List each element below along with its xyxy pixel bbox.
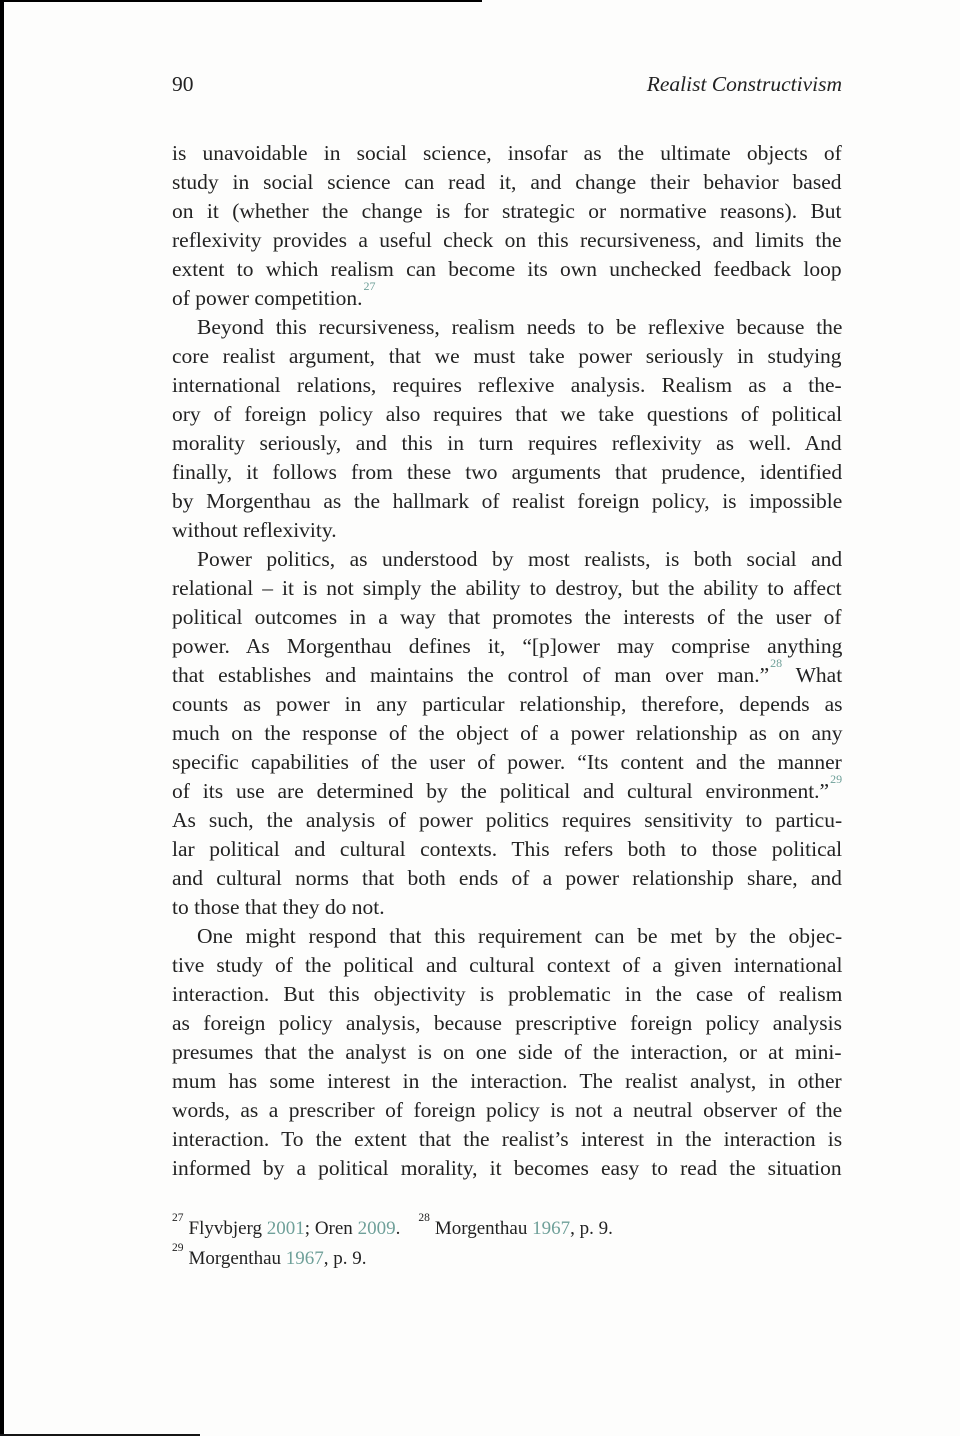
body-line — [172, 313, 842, 342]
text-segment: core realist argument, that we must take power seriously in studying — [172, 344, 842, 368]
body-line — [172, 922, 842, 951]
body-line — [172, 458, 842, 487]
text-segment: mum has some interest in the interaction. The realist analyst, in other — [172, 1069, 842, 1093]
text-segment: on it (whether the change is for strategic or normative reasons). But — [172, 199, 842, 223]
body-line — [172, 516, 842, 545]
text-segment: study in social science can read it, and change their behavior based — [172, 170, 842, 194]
text-segment: Beyond this recursiveness, realism needs to be reflexive because the — [197, 315, 843, 339]
body-line — [172, 197, 842, 226]
text-segment: reflexivity provides a useful check on this recursiveness, and limits the — [172, 228, 842, 252]
text-segment: of its use are determined by the political and cultural environment.” — [172, 779, 830, 803]
body-line — [172, 603, 842, 632]
text-segment: extent to which realism can become its own unchecked feedback loop — [172, 257, 842, 281]
body-line — [172, 951, 842, 980]
text-segment: Morgenthau — [188, 1248, 286, 1269]
text-segment: ; Oren — [304, 1218, 358, 1239]
text-segment: is unavoidable in social science, insofar as the ultimate objects of — [172, 141, 842, 165]
footnotes — [172, 1211, 842, 1274]
text-segment: power. As Morgenthau defines it, “[p]ower may comprise anything — [172, 634, 843, 658]
text-segment: much on the response of the object of a power relationship as on any — [172, 721, 843, 745]
citation-link-2009[interactable]: 2009 — [357, 1218, 396, 1239]
body-line — [172, 632, 842, 661]
footnote-line — [172, 1241, 842, 1274]
body-line — [172, 139, 842, 168]
footnote-marker-28: 28 — [418, 1211, 430, 1224]
citation-link-2001[interactable]: 2001 — [266, 1218, 305, 1239]
text-segment: as foreign policy analysis, because prescriptive foreign policy analysis — [172, 1011, 842, 1035]
text-segment: informed by a political morality, it becomes easy to read the situation — [172, 1156, 842, 1180]
text-segment: that establishes and maintains the control of man over man.” — [172, 663, 770, 687]
body-line — [172, 371, 842, 400]
text-segment: interaction. To the extent that the realist’s interest in the interaction is — [172, 1127, 843, 1151]
text-segment: presumes that the analyst is on one side of the interaction, or at mini- — [172, 1040, 842, 1064]
text-segment: of power competition. — [172, 286, 363, 310]
scan-edge-left — [0, 0, 4, 1436]
body-line — [172, 487, 842, 516]
text-segment: Power politics, as understood by most realists, is both social and — [197, 547, 843, 571]
text-segment: , p. 9. — [570, 1218, 613, 1239]
text-segment: political outcomes in a way that promotes the interests of the user of — [172, 605, 842, 629]
body-line — [172, 1096, 842, 1125]
body-line — [172, 545, 842, 574]
text-segment: , p. 9. — [323, 1248, 367, 1269]
text-segment: . — [395, 1218, 401, 1239]
footnote-ref-29[interactable]: 29 — [830, 771, 843, 786]
body-line — [172, 1067, 842, 1096]
running-title: Realist Constructivism — [646, 72, 842, 96]
body-line — [172, 342, 842, 371]
text-segment: morality seriously, and this in turn requires reflexivity as well. And — [172, 431, 842, 455]
body-line — [172, 748, 842, 777]
body-line — [172, 893, 842, 922]
body-line — [172, 429, 842, 458]
body-line — [172, 574, 842, 603]
body-line — [172, 864, 842, 893]
footnote-ref-27[interactable]: 27 — [363, 278, 376, 293]
citation-link-1967[interactable]: 1967 — [532, 1218, 571, 1239]
body-line — [172, 168, 842, 197]
text-segment: counts as power in any particular relationship, therefore, depends as — [172, 692, 843, 716]
footnote-marker-27: 27 — [172, 1211, 184, 1224]
text-segment: As such, the analysis of power politics requires sensitivity to particu- — [172, 808, 843, 832]
body-line — [172, 771, 843, 806]
citation-link-1967[interactable]: 1967 — [285, 1248, 324, 1269]
footnote-ref-28[interactable]: 28 — [770, 655, 783, 670]
body-line — [172, 1009, 842, 1038]
body-line — [172, 1038, 842, 1067]
text-segment: ory of foreign policy also requires that we take questions of political — [172, 402, 843, 426]
body-line — [172, 806, 842, 835]
text-segment: Flyvbjerg — [188, 1218, 267, 1239]
body-line — [172, 719, 842, 748]
text-segment: lar political and cultural contexts. This refers both to those political — [172, 837, 843, 861]
text-segment: to those that they do not. — [172, 895, 385, 919]
scan-edge-top — [0, 0, 482, 2]
text-segment: relational – it is not simply the ability to destroy, but the ability to affect — [172, 576, 842, 600]
text-segment: by Morgenthau as the hallmark of realist foreign policy, is impossible — [172, 489, 843, 513]
body-line — [172, 835, 842, 864]
body-line — [172, 655, 843, 690]
text-segment: What — [782, 663, 843, 687]
text-segment: international relations, requires reflexive analysis. Realism as a the- — [172, 373, 842, 397]
page-header — [172, 71, 842, 97]
page-number: 90 — [172, 72, 194, 96]
body-line — [172, 278, 842, 313]
text-segment: without reflexivity. — [172, 518, 337, 542]
footnote-marker-29: 29 — [172, 1241, 184, 1254]
body-line — [172, 980, 842, 1009]
text-segment: One might respond that this requirement can be met by the objec- — [197, 924, 843, 948]
text-segment: Morgenthau — [434, 1218, 533, 1239]
body-text — [172, 139, 842, 1183]
body-line — [172, 690, 842, 719]
text-segment: interaction. But this objectivity is problematic in the case of realism — [172, 982, 843, 1006]
footnote-line — [172, 1211, 842, 1244]
text-segment: specific capabilities of the user of power. “Its content and the manner — [172, 750, 842, 774]
text-segment: and cultural norms that both ends of a power relationship share, and — [172, 866, 842, 890]
text-segment: tive study of the political and cultural context of a given international — [172, 953, 843, 977]
body-line — [172, 400, 842, 429]
body-line — [172, 255, 842, 284]
body-line — [172, 1125, 842, 1154]
text-segment: words, as a prescriber of foreign policy is not a neutral observer of the — [172, 1098, 843, 1122]
body-line — [172, 1154, 842, 1183]
body-line — [172, 226, 842, 255]
text-segment: finally, it follows from these two arguments that prudence, identified — [172, 460, 843, 484]
